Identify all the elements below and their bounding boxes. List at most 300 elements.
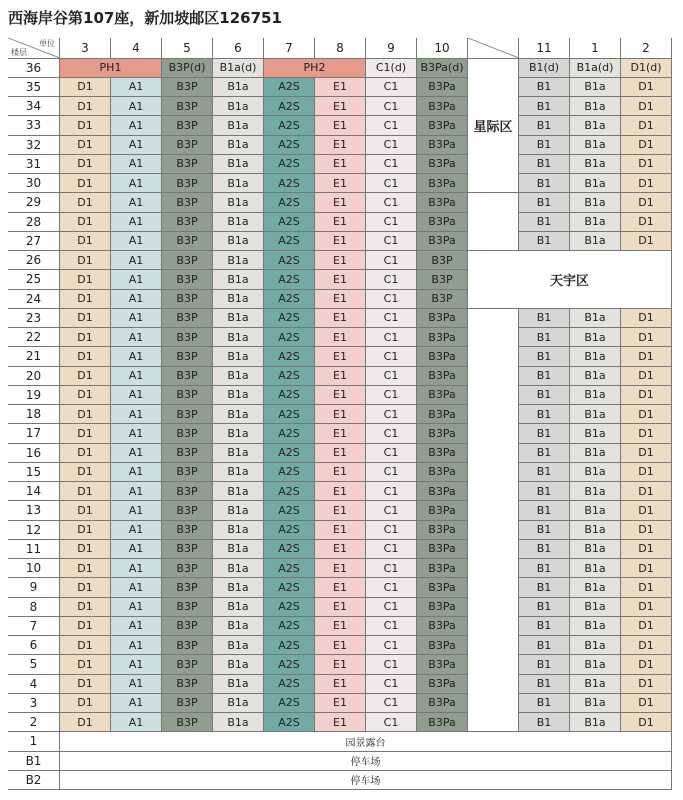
floor-label: 19	[8, 386, 60, 405]
unit-cell: A1	[111, 174, 162, 193]
unit-cell: A1	[111, 136, 162, 155]
unit-cell: E1	[315, 405, 366, 424]
unit-cell: B1a	[213, 405, 264, 424]
floor-label: 13	[8, 501, 60, 520]
floor-label: 15	[8, 463, 60, 482]
floor-label: 12	[8, 521, 60, 540]
unit-cell: A2S	[264, 578, 315, 597]
unit-cell: C1	[366, 78, 417, 97]
unit-cell: A2S	[264, 270, 315, 289]
floor-label: 20	[8, 367, 60, 386]
unit-cell: E1	[315, 386, 366, 405]
unit-cell: B1a	[213, 367, 264, 386]
unit-cell: A1	[111, 482, 162, 501]
unit-cell: C1	[366, 694, 417, 713]
unit-cell: D1	[621, 232, 672, 251]
unit-cell: A1	[111, 309, 162, 328]
unit-cell: D1	[60, 367, 111, 386]
unit-cell: B3P	[162, 694, 213, 713]
unit-header: 5	[162, 38, 213, 59]
unit-cell: A1	[111, 578, 162, 597]
unit-cell: A1	[111, 521, 162, 540]
unit-cell: B1	[519, 463, 570, 482]
unit-cell: B1a	[213, 193, 264, 212]
unit-header: 2	[621, 38, 672, 59]
page-title: 西海岸谷第107座，新加坡邮区126751	[8, 9, 282, 27]
penthouse-unit: B1a(d)	[213, 59, 264, 78]
footer-label: 停车场	[60, 771, 672, 790]
unit-cell: B1	[519, 405, 570, 424]
unit-cell: B1	[519, 482, 570, 501]
unit-cell: B3P	[162, 193, 213, 212]
floor-label: 1	[8, 732, 60, 751]
unit-cell: D1	[60, 675, 111, 694]
unit-cell: D1	[621, 116, 672, 135]
floor-label: 23	[8, 309, 60, 328]
unit-cell: B3Pa	[417, 347, 468, 366]
unit-cell: A2S	[264, 155, 315, 174]
unit-cell: A1	[111, 444, 162, 463]
unit-cell: B3P	[417, 251, 468, 270]
floor-label: 3	[8, 694, 60, 713]
unit-cell: D1	[621, 97, 672, 116]
unit-cell: C1	[366, 636, 417, 655]
unit-cell: B3P	[162, 598, 213, 617]
unit-cell: B1a	[213, 617, 264, 636]
unit-cell: E1	[315, 193, 366, 212]
unit-cell: B1a	[213, 713, 264, 732]
unit-cell: B3P	[162, 636, 213, 655]
unit-cell: A2S	[264, 617, 315, 636]
unit-cell: A1	[111, 463, 162, 482]
floor-label: 27	[8, 232, 60, 251]
unit-cell: B3P	[162, 232, 213, 251]
unit-cell: B3Pa	[417, 617, 468, 636]
unit-cell: C1	[366, 559, 417, 578]
unit-cell: D1	[621, 328, 672, 347]
floor-label: B2	[8, 771, 60, 790]
unit-cell: D1	[621, 598, 672, 617]
unit-cell: B1	[519, 347, 570, 366]
floor-label: 21	[8, 347, 60, 366]
unit-cell: C1	[366, 405, 417, 424]
unit-cell: B1	[519, 598, 570, 617]
unit-cell: A1	[111, 290, 162, 309]
unit-cell: B3P	[162, 501, 213, 520]
unit-cell: D1	[621, 655, 672, 674]
unit-cell: D1	[60, 501, 111, 520]
unit-cell: D1	[621, 309, 672, 328]
unit-cell: B1a	[570, 636, 621, 655]
unit-cell: C1	[366, 463, 417, 482]
unit-cell: B1a	[570, 598, 621, 617]
unit-cell: E1	[315, 463, 366, 482]
unit-cell: C1	[366, 675, 417, 694]
unit-cell: B3Pa	[417, 675, 468, 694]
unit-cell: B3Pa	[417, 405, 468, 424]
unit-cell: B1	[519, 444, 570, 463]
unit-cell: B3P	[417, 290, 468, 309]
floor-label: 17	[8, 424, 60, 443]
unit-cell: B3Pa	[417, 713, 468, 732]
unit-cell: B1a	[570, 713, 621, 732]
unit-cell: B1a	[213, 482, 264, 501]
unit-cell: B1	[519, 694, 570, 713]
unit-cell: A1	[111, 97, 162, 116]
unit-cell: B3P	[162, 482, 213, 501]
unit-cell: A1	[111, 213, 162, 232]
unit-cell: A2S	[264, 636, 315, 655]
floor-label: 28	[8, 213, 60, 232]
unit-cell: B1a	[570, 193, 621, 212]
penthouse-unit: D1(d)	[621, 59, 672, 78]
unit-cell: C1	[366, 501, 417, 520]
unit-cell: E1	[315, 598, 366, 617]
unit-cell: E1	[315, 559, 366, 578]
unit-cell: B1a	[570, 694, 621, 713]
floor-label: 18	[8, 405, 60, 424]
unit-cell: B1	[519, 174, 570, 193]
unit-cell: D1	[60, 155, 111, 174]
unit-cell: B1a	[570, 675, 621, 694]
unit-cell: A2S	[264, 78, 315, 97]
unit-cell: D1	[621, 694, 672, 713]
unit-cell: D1	[621, 482, 672, 501]
unit-cell: D1	[621, 675, 672, 694]
unit-cell: C1	[366, 617, 417, 636]
unit-cell: C1	[366, 540, 417, 559]
unit-cell: B3Pa	[417, 424, 468, 443]
unit-cell: B1a	[213, 424, 264, 443]
unit-cell: A2S	[264, 328, 315, 347]
unit-cell: A2S	[264, 424, 315, 443]
unit-header: 3	[60, 38, 111, 59]
unit-cell: B3Pa	[417, 213, 468, 232]
floor-label: 25	[8, 270, 60, 289]
unit-cell: B3Pa	[417, 559, 468, 578]
unit-cell: B1a	[213, 444, 264, 463]
penthouse-unit: B1(d)	[519, 59, 570, 78]
floor-label: 30	[8, 174, 60, 193]
unit-cell: E1	[315, 713, 366, 732]
unit-cell: B1a	[570, 482, 621, 501]
unit-cell: A2S	[264, 501, 315, 520]
floor-label: 22	[8, 328, 60, 347]
tianyu-zone	[468, 251, 672, 309]
floor-label: 32	[8, 136, 60, 155]
unit-cell: B3Pa	[417, 136, 468, 155]
unit-cell: B1	[519, 78, 570, 97]
unit-cell: D1	[60, 232, 111, 251]
unit-cell: C1	[366, 155, 417, 174]
unit-cell: B1a	[213, 598, 264, 617]
unit-cell: D1	[60, 136, 111, 155]
floor-label: 26	[8, 251, 60, 270]
unit-cell: B3P	[162, 213, 213, 232]
unit-cell: B1a	[570, 116, 621, 135]
unit-cell: B1a	[213, 578, 264, 597]
floor-label: 7	[8, 617, 60, 636]
unit-cell: D1	[60, 444, 111, 463]
unit-cell: B1a	[570, 655, 621, 674]
unit-cell: D1	[60, 309, 111, 328]
unit-cell: B1	[519, 713, 570, 732]
unit-cell: B1	[519, 97, 570, 116]
unit-cell: D1	[60, 405, 111, 424]
unit-cell: C1	[366, 174, 417, 193]
unit-cell: B3P	[162, 78, 213, 97]
unit-cell: B3Pa	[417, 97, 468, 116]
unit-cell: B1a	[570, 367, 621, 386]
unit-cell: B1a	[213, 232, 264, 251]
unit-cell: A1	[111, 270, 162, 289]
unit-cell: C1	[366, 655, 417, 674]
unit-cell: A1	[111, 386, 162, 405]
unit-cell: B1a	[570, 155, 621, 174]
unit-cell: D1	[621, 578, 672, 597]
floor-label: B1	[8, 752, 60, 771]
floor-label: 10	[8, 559, 60, 578]
unit-cell: D1	[621, 424, 672, 443]
unit-cell: B3Pa	[417, 540, 468, 559]
unit-cell: B1a	[570, 444, 621, 463]
unit-cell: B1a	[570, 540, 621, 559]
unit-cell: D1	[621, 501, 672, 520]
unit-cell: B3Pa	[417, 78, 468, 97]
unit-cell: A1	[111, 675, 162, 694]
header-corner	[8, 38, 60, 59]
unit-cell: C1	[366, 347, 417, 366]
unit-cell: E1	[315, 97, 366, 116]
unit-cell: E1	[315, 501, 366, 520]
unit-cell: C1	[366, 309, 417, 328]
unit-cell: B1a	[213, 136, 264, 155]
floor-label: 34	[8, 97, 60, 116]
unit-cell: A2S	[264, 540, 315, 559]
unit-cell: A2S	[264, 675, 315, 694]
unit-cell: B1a	[213, 309, 264, 328]
unit-cell: D1	[621, 713, 672, 732]
unit-cell: B1	[519, 501, 570, 520]
unit-cell: D1	[60, 424, 111, 443]
footer-label: 停车场	[60, 752, 672, 771]
unit-cell: A2S	[264, 386, 315, 405]
unit-cell: B1	[519, 309, 570, 328]
unit-cell: B1a	[213, 675, 264, 694]
unit-cell: B1	[519, 136, 570, 155]
unit-cell: C1	[366, 116, 417, 135]
unit-cell: D1	[60, 386, 111, 405]
unit-cell: B1a	[213, 636, 264, 655]
unit-cell: E1	[315, 309, 366, 328]
unit-cell: B3Pa	[417, 598, 468, 617]
unit-cell: D1	[621, 386, 672, 405]
unit-cell: B1	[519, 386, 570, 405]
unit-cell: D1	[60, 636, 111, 655]
unit-cell: A1	[111, 424, 162, 443]
unit-cell: B1	[519, 213, 570, 232]
unit-cell: A2S	[264, 367, 315, 386]
unit-header: 11	[519, 38, 570, 59]
unit-cell: B1a	[213, 251, 264, 270]
unit-cell: B3P	[162, 328, 213, 347]
unit-cell: B1	[519, 578, 570, 597]
unit-cell: B3P	[162, 270, 213, 289]
unit-cell: B3Pa	[417, 232, 468, 251]
unit-header-blank	[468, 38, 519, 59]
xingji-zone	[468, 59, 519, 194]
unit-cell: B3P	[162, 521, 213, 540]
unit-cell: D1	[621, 155, 672, 174]
floor-label: 4	[8, 675, 60, 694]
floor-label: 35	[8, 78, 60, 97]
unit-cell: D1	[621, 193, 672, 212]
unit-cell: B3P	[162, 290, 213, 309]
unit-cell: D1	[60, 347, 111, 366]
penthouse-unit: B3P(d)	[162, 59, 213, 78]
xingji-zone-label: 星际区	[473, 119, 513, 135]
unit-cell: D1	[621, 405, 672, 424]
unit-cell: B3Pa	[417, 636, 468, 655]
unit-cell: B1a	[213, 155, 264, 174]
unit-cell: E1	[315, 694, 366, 713]
unit-cell: D1	[60, 463, 111, 482]
unit-cell: D1	[60, 270, 111, 289]
unit-cell: D1	[621, 559, 672, 578]
unit-cell: D1	[60, 251, 111, 270]
unit-cell: B1a	[570, 232, 621, 251]
unit-header: 4	[111, 38, 162, 59]
unit-cell: B3Pa	[417, 655, 468, 674]
unit-cell: E1	[315, 347, 366, 366]
corner-floor-label: 楼层	[11, 47, 27, 57]
unit-cell: E1	[315, 213, 366, 232]
unit-cell: B1	[519, 617, 570, 636]
unit-cell: E1	[315, 367, 366, 386]
unit-cell: B1	[519, 367, 570, 386]
unit-cell: B1a	[570, 78, 621, 97]
unit-cell: B3Pa	[417, 193, 468, 212]
blank-zone	[468, 309, 519, 733]
unit-cell: A1	[111, 694, 162, 713]
unit-cell: E1	[315, 578, 366, 597]
diagonal-divider	[468, 38, 518, 58]
unit-cell: B3P	[162, 578, 213, 597]
unit-cell: B1a	[213, 386, 264, 405]
unit-cell: B1a	[570, 578, 621, 597]
unit-cell: A2S	[264, 713, 315, 732]
unit-cell: B1a	[213, 559, 264, 578]
unit-cell: B3Pa	[417, 694, 468, 713]
unit-cell: B3P	[162, 367, 213, 386]
unit-cell: A2S	[264, 136, 315, 155]
unit-cell: B3P	[162, 540, 213, 559]
floor-label: 36	[8, 59, 60, 78]
unit-cell: E1	[315, 270, 366, 289]
unit-cell: A2S	[264, 405, 315, 424]
unit-cell: C1	[366, 578, 417, 597]
unit-cell: B3Pa	[417, 155, 468, 174]
unit-cell: B1a	[570, 97, 621, 116]
unit-cell: A2S	[264, 251, 315, 270]
unit-cell: E1	[315, 636, 366, 655]
unit-cell: B3P	[162, 405, 213, 424]
unit-cell: E1	[315, 617, 366, 636]
penthouse-unit: PH2	[264, 59, 366, 78]
unit-cell: C1	[366, 424, 417, 443]
footer-label: 园景露台	[60, 732, 672, 751]
unit-cell: C1	[366, 213, 417, 232]
unit-cell: B3Pa	[417, 309, 468, 328]
unit-cell: E1	[315, 155, 366, 174]
unit-cell: D1	[621, 540, 672, 559]
unit-cell: B1a	[213, 655, 264, 674]
unit-cell: A1	[111, 559, 162, 578]
unit-cell: B3P	[162, 675, 213, 694]
unit-cell: D1	[60, 521, 111, 540]
unit-cell: A1	[111, 655, 162, 674]
floor-label: 31	[8, 155, 60, 174]
unit-cell: B1a	[570, 347, 621, 366]
unit-cell: A2S	[264, 444, 315, 463]
unit-cell: E1	[315, 540, 366, 559]
unit-cell: B3Pa	[417, 444, 468, 463]
unit-cell: E1	[315, 232, 366, 251]
unit-header: 7	[264, 38, 315, 59]
unit-cell: E1	[315, 174, 366, 193]
unit-cell: B3P	[162, 559, 213, 578]
unit-cell: B3Pa	[417, 482, 468, 501]
unit-cell: C1	[366, 251, 417, 270]
unit-cell: B3P	[162, 251, 213, 270]
unit-cell: C1	[366, 713, 417, 732]
floor-label: 5	[8, 655, 60, 674]
unit-header: 1	[570, 38, 621, 59]
unit-cell: B1	[519, 193, 570, 212]
unit-cell: D1	[60, 617, 111, 636]
unit-cell: B1a	[213, 521, 264, 540]
unit-cell: B3Pa	[417, 174, 468, 193]
unit-cell: C1	[366, 367, 417, 386]
floor-label: 8	[8, 598, 60, 617]
unit-cell: B3P	[162, 116, 213, 135]
unit-cell: D1	[621, 521, 672, 540]
penthouse-unit: C1(d)	[366, 59, 417, 78]
floor-label: 24	[8, 290, 60, 309]
unit-cell: C1	[366, 328, 417, 347]
unit-cell: A2S	[264, 559, 315, 578]
unit-cell: B1a	[213, 290, 264, 309]
unit-cell: D1	[621, 213, 672, 232]
unit-cell: B3Pa	[417, 367, 468, 386]
unit-cell: B1a	[570, 424, 621, 443]
unit-header: 6	[213, 38, 264, 59]
unit-cell: D1	[621, 444, 672, 463]
unit-cell: A1	[111, 78, 162, 97]
floor-label: 14	[8, 482, 60, 501]
unit-cell: D1	[621, 78, 672, 97]
unit-cell: B1	[519, 155, 570, 174]
unit-cell: B3Pa	[417, 578, 468, 597]
unit-cell: E1	[315, 424, 366, 443]
unit-cell: C1	[366, 521, 417, 540]
unit-cell: A1	[111, 405, 162, 424]
unit-cell: B1	[519, 116, 570, 135]
unit-cell: B1a	[570, 386, 621, 405]
unit-cell: B3P	[162, 713, 213, 732]
unit-header: 10	[417, 38, 468, 59]
unit-cell: D1	[621, 636, 672, 655]
